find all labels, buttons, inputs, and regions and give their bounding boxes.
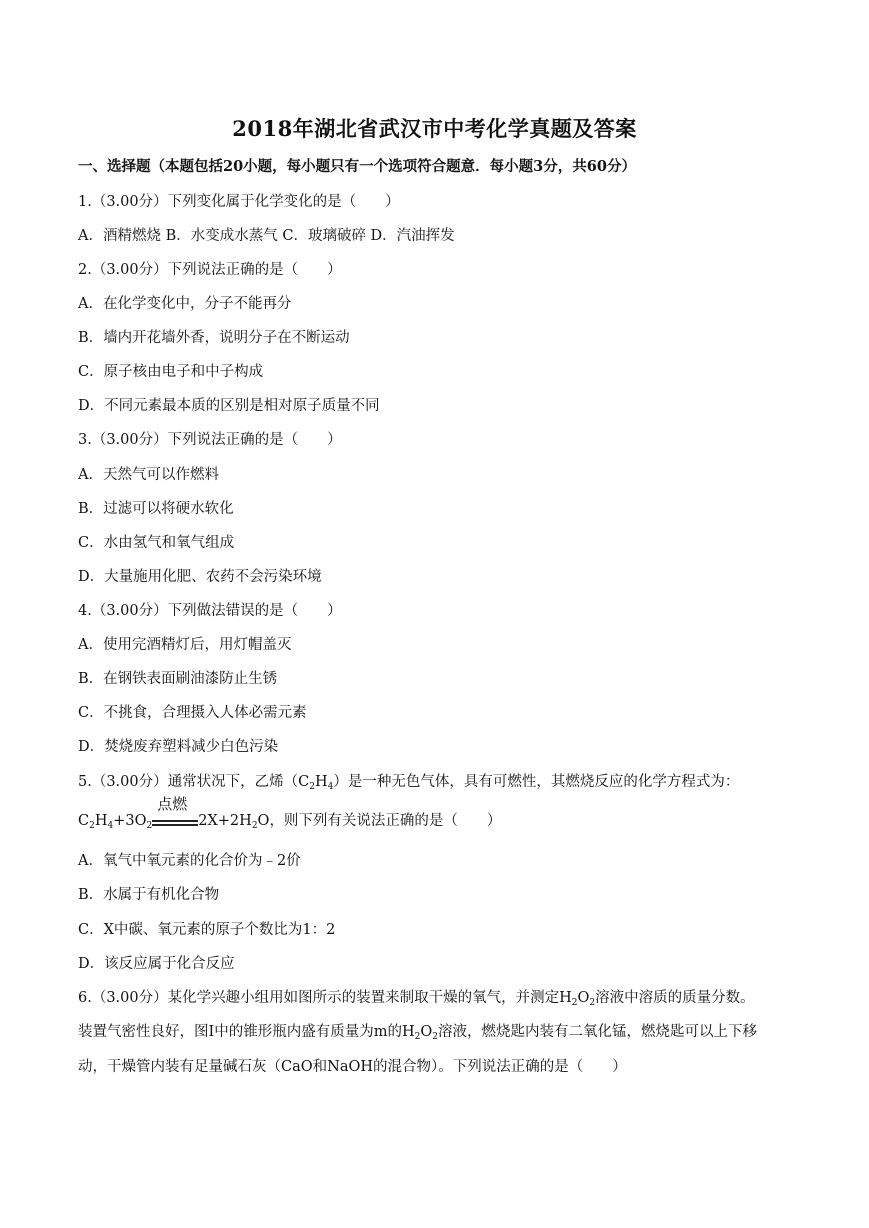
eq-products: 2X+2H [198, 813, 252, 829]
eq-sub: 2 [251, 821, 258, 831]
q5-stem-h: H [314, 774, 328, 790]
eq-sub: 2 [146, 821, 153, 831]
question-5-stem [78, 772, 739, 792]
q6-text-end: 溶液，燃烧匙内装有二氧化锰，燃烧匙可以上下移 [437, 1024, 757, 1040]
question-2-option-b: B．墙内开花墙外香，说明分子在不断运动 [78, 330, 350, 346]
question-3-option-a: A．天然气可以作燃料 [78, 467, 219, 483]
question-4-option-a: A．使用完酒精灯后，用灯帽盖灭 [78, 637, 292, 653]
q5-sub: 2 [309, 782, 315, 792]
q6-o: O [577, 990, 590, 1006]
eq-plus-o: +3O [113, 813, 147, 829]
question-6-line-1 [78, 988, 755, 1008]
q5-stem-end: ）是一种无色气体，具有可燃性，其燃烧反应的化学方程式为： [333, 774, 740, 790]
q5-stem-text: 5.（3.00分）通常状况下，乙烯（C [78, 774, 310, 790]
eq-o: O [257, 813, 270, 829]
q5-sub: 4 [327, 782, 334, 792]
question-4-option-b: B．在钢铁表面刷油漆防止生锈 [78, 671, 278, 687]
question-3-stem: 3.（3.00分）下列说法正确的是（ ） [78, 432, 342, 448]
question-2-stem: 2.（3.00分）下列说法正确的是（ ） [78, 262, 342, 278]
q6-sub: 2 [571, 998, 578, 1008]
eq-sub: 4 [107, 821, 114, 831]
q6-sub: 2 [432, 1032, 438, 1042]
question-5-equation [78, 795, 502, 831]
question-3-option-d: D．大量施用化肥、农药不会污染环境 [78, 569, 322, 585]
q6-sub: 2 [589, 998, 596, 1008]
reaction-condition: 点燃 [157, 795, 188, 813]
question-5-option-d: D．该反应属于化合反应 [78, 956, 235, 972]
question-3-option-c: C．水由氢气和氧气组成 [78, 535, 235, 551]
question-2-option-c: C．原子核由电子和中子构成 [78, 364, 264, 380]
eq-tail: ，则下列有关说法正确的是（ ） [269, 813, 502, 829]
eq-sub: 2 [89, 821, 95, 831]
question-3-option-b: B．过滤可以将硬水软化 [78, 501, 234, 517]
question-5-option-c: C．X中碳、氧元素的原子个数比为1：2 [78, 922, 336, 938]
eq-c: C [78, 813, 90, 829]
reaction-arrow [152, 795, 198, 831]
question-2-option-a: A．在化学变化中，分子不能再分 [78, 296, 292, 312]
section-heading: 一、选择题（本题包括20小题，每小题只有一个选项符合题意．每小题3分，共60分） [78, 158, 636, 175]
q6-o: O [420, 1024, 433, 1040]
question-6-line-3: 动，干燥管内装有足量碱石灰（CaO和NaOH的混合物）。下列说法正确的是（ ） [78, 1059, 627, 1075]
question-4-option-c: C．不挑食，合理摄入人体必需元素 [78, 705, 307, 721]
page-title: 2018年湖北省武汉市中考化学真题及答案 [232, 116, 637, 141]
question-2-option-d: D．不同元素最本质的区别是相对原子质量不同 [78, 398, 380, 414]
q6-text-end: 溶液中溶质的质量分数。 [595, 990, 755, 1006]
question-6-line-2 [78, 1022, 757, 1042]
question-4-stem: 4.（3.00分）下列做法错误的是（ ） [78, 603, 342, 619]
question-5-option-a: A．氧气中氧元素的化合价为﹣2价 [78, 853, 301, 869]
q6-sub: 2 [414, 1032, 421, 1042]
question-1-stem: 1.（3.00分）下列变化属于化学变化的是（ ） [78, 194, 400, 210]
eq-h: H [94, 813, 108, 829]
q6-text: 装置气密性良好，图Ⅰ中的锥形瓶内盛有质量为m的H [78, 1024, 415, 1040]
question-5-option-b: B．水属于有机化合物 [78, 887, 220, 903]
question-1-options: A．酒精燃烧 B．水变成水蒸气 C．玻璃破碎 D．汽油挥发 [78, 228, 455, 244]
q6-text: 6.（3.00分）某化学兴趣小组用如图所示的装置来制取干燥的氧气，并测定H [78, 990, 572, 1006]
question-4-option-d: D．焚烧废弃塑料减少白色污染 [78, 739, 279, 755]
